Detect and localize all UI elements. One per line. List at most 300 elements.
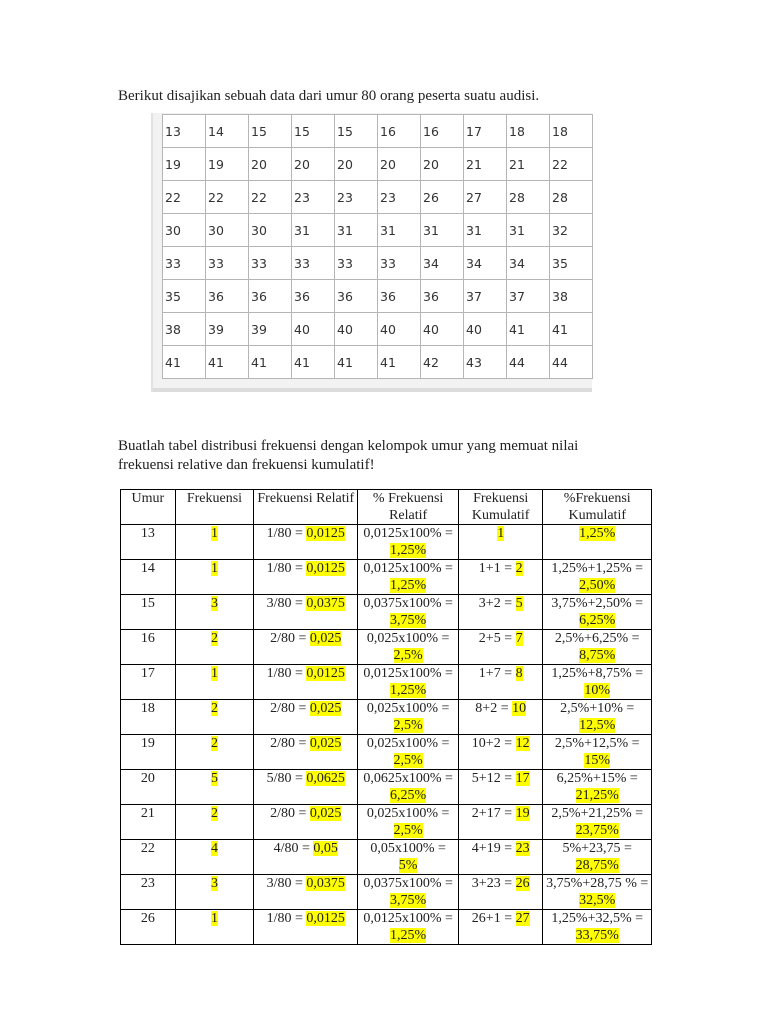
highlighted-value: 32,5% [579, 893, 616, 908]
cell-text: 2+5 = [478, 631, 516, 646]
table-row [121, 665, 652, 700]
age-cell: 21 [464, 148, 507, 181]
age-cell: 39 [206, 313, 249, 346]
table-row [121, 630, 652, 665]
cell-text: 2/80 = [270, 736, 310, 751]
age-cell: 20 [249, 148, 292, 181]
header-frekuensi-relatif: Frekuensi Relatif [254, 490, 358, 525]
umur-cell [121, 525, 176, 560]
cell-text: 22 [140, 841, 155, 856]
highlighted-value: 1 [210, 526, 218, 541]
cell-text: 0,0125x100% = [363, 561, 453, 576]
persen-frekuensi-relatif-cell [358, 595, 459, 630]
highlighted-value: 3,75% [390, 613, 427, 628]
cell-text: 13 [140, 526, 155, 541]
cell-text: 2,5%+21,25% = [551, 806, 644, 821]
age-cell: 15 [292, 115, 335, 148]
table-row [163, 115, 593, 148]
highlighted-value: 5 [515, 596, 523, 611]
frekuensi-kumulatif-cell [458, 665, 543, 700]
frekuensi-cell [175, 770, 254, 805]
highlighted-value: 0,0125 [306, 666, 345, 681]
highlighted-value: 1 [497, 526, 505, 541]
age-cell: 33 [378, 247, 421, 280]
age-cell: 15 [335, 115, 378, 148]
table-row [163, 148, 593, 181]
frekuensi-relatif-cell [254, 910, 358, 945]
age-cell: 32 [550, 214, 593, 247]
persen-frekuensi-kumulatif-cell [543, 805, 652, 840]
task-paragraph: Buatlah tabel distribusi frekuensi dengan kelompok umur yang memuat nilai frekuensi relative dan frekuensi kumulatif! [118, 438, 579, 473]
cell-text: 0,0625x100% = [363, 771, 453, 786]
persen-frekuensi-kumulatif-cell [543, 630, 652, 665]
age-cell: 19 [206, 148, 249, 181]
cell-text: 0,0375x100% = [363, 596, 453, 611]
age-cell: 22 [249, 181, 292, 214]
age-cell: 36 [421, 280, 464, 313]
table-row [121, 840, 652, 875]
age-cell: 40 [378, 313, 421, 346]
highlighted-value: 0,025 [309, 736, 342, 751]
age-cell: 26 [421, 181, 464, 214]
cell-text: 17 [140, 666, 155, 681]
persen-frekuensi-kumulatif-cell [543, 840, 652, 875]
persen-frekuensi-relatif-cell [358, 525, 459, 560]
highlighted-value: 12,5% [579, 718, 616, 733]
age-cell: 18 [507, 115, 550, 148]
cell-text: 2/80 = [270, 701, 310, 716]
cell-text: 0,0125x100% = [363, 911, 453, 926]
age-cell: 41 [249, 346, 292, 379]
table-row [121, 735, 652, 770]
frekuensi-kumulatif-cell [458, 840, 543, 875]
highlighted-value: 10% [584, 683, 611, 698]
table-row [121, 700, 652, 735]
cell-text: 3,75%+28,75 % = [546, 876, 649, 891]
cell-text: 1/80 = [266, 666, 307, 681]
highlighted-value: 1 [210, 561, 218, 576]
age-data-table [162, 114, 593, 379]
cell-text: 5%+23,75 = [562, 841, 632, 856]
highlighted-value: 27 [515, 911, 530, 926]
age-cell: 35 [163, 280, 206, 313]
table-row [163, 247, 593, 280]
age-cell: 20 [378, 148, 421, 181]
age-cell: 16 [421, 115, 464, 148]
age-cell: 37 [464, 280, 507, 313]
highlighted-value: 0,025 [309, 806, 342, 821]
frekuensi-cell [175, 805, 254, 840]
persen-frekuensi-relatif-cell [358, 735, 459, 770]
age-cell: 31 [378, 214, 421, 247]
highlighted-value: 1,25% [390, 578, 427, 593]
umur-cell [121, 630, 176, 665]
age-cell: 34 [421, 247, 464, 280]
age-cell: 38 [550, 280, 593, 313]
age-cell: 15 [249, 115, 292, 148]
frekuensi-kumulatif-cell [458, 805, 543, 840]
table-row [121, 595, 652, 630]
cell-text: 16 [140, 631, 155, 646]
highlighted-value: 3 [210, 596, 218, 611]
age-cell: 36 [335, 280, 378, 313]
age-cell: 35 [550, 247, 593, 280]
cell-text: 0,025x100% = [366, 736, 450, 751]
age-cell: 14 [206, 115, 249, 148]
highlighted-value: 0,05 [313, 841, 338, 856]
highlighted-value: 26 [515, 876, 530, 891]
table-row [163, 181, 593, 214]
age-cell: 22 [206, 181, 249, 214]
frekuensi-cell [175, 525, 254, 560]
highlighted-value: 5% [398, 858, 418, 873]
cell-text: 5/80 = [266, 771, 307, 786]
cell-text: 3,75%+2,50% = [551, 596, 644, 611]
frekuensi-kumulatif-cell [458, 525, 543, 560]
cell-text: 0,0375x100% = [363, 876, 453, 891]
persen-frekuensi-kumulatif-cell [543, 770, 652, 805]
frekuensi-cell [175, 735, 254, 770]
age-cell: 39 [249, 313, 292, 346]
persen-frekuensi-relatif-cell [358, 665, 459, 700]
age-cell: 41 [335, 346, 378, 379]
frekuensi-relatif-cell [254, 735, 358, 770]
highlighted-value: 0,025 [309, 701, 342, 716]
highlighted-value: 6,25% [579, 613, 616, 628]
age-cell: 18 [550, 115, 593, 148]
highlighted-value: 28,75% [575, 858, 619, 873]
cell-text: 23 [140, 876, 155, 891]
umur-cell [121, 735, 176, 770]
highlighted-value: 0,0375 [306, 596, 345, 611]
table-row [121, 910, 652, 945]
age-cell: 33 [292, 247, 335, 280]
age-cell: 23 [378, 181, 421, 214]
age-cell: 17 [464, 115, 507, 148]
age-cell: 22 [550, 148, 593, 181]
table-row [163, 214, 593, 247]
persen-frekuensi-relatif-cell [358, 770, 459, 805]
age-cell: 20 [335, 148, 378, 181]
frekuensi-kumulatif-cell [458, 910, 543, 945]
highlighted-value: 3,75% [390, 893, 427, 908]
cell-text: 4/80 = [273, 841, 314, 856]
age-cell: 40 [421, 313, 464, 346]
age-cell: 31 [335, 214, 378, 247]
table-row [163, 280, 593, 313]
age-cell: 44 [550, 346, 593, 379]
highlighted-value: 12 [515, 736, 530, 751]
frekuensi-cell [175, 700, 254, 735]
persen-frekuensi-relatif-cell [358, 840, 459, 875]
cell-text: 2+17 = [471, 806, 516, 821]
umur-cell [121, 805, 176, 840]
cell-text: 6,25%+15% = [556, 771, 638, 786]
frekuensi-cell [175, 630, 254, 665]
highlighted-value: 2 [210, 701, 218, 716]
umur-cell [121, 910, 176, 945]
age-cell: 33 [163, 247, 206, 280]
age-cell: 13 [163, 115, 206, 148]
cell-text: 5+12 = [471, 771, 516, 786]
cell-text: 15 [140, 596, 155, 611]
persen-frekuensi-kumulatif-cell [543, 735, 652, 770]
cell-text: 4+19 = [471, 841, 516, 856]
frekuensi-cell [175, 560, 254, 595]
highlighted-value: 2 [210, 631, 218, 646]
header-persen-frekuensi-kumulatif: %Frekuensi Kumulatif [543, 490, 652, 525]
frequency-distribution-table [120, 489, 652, 945]
umur-cell [121, 875, 176, 910]
header-umur: Umur [121, 490, 176, 525]
age-cell: 41 [507, 313, 550, 346]
cell-text: 0,025x100% = [366, 806, 450, 821]
highlighted-value: 0,0125 [306, 526, 345, 541]
highlighted-value: 2,50% [579, 578, 616, 593]
age-cell: 40 [335, 313, 378, 346]
age-cell: 31 [292, 214, 335, 247]
cell-text: 2,5%+10% = [560, 701, 635, 716]
cell-text: 1/80 = [266, 526, 307, 541]
highlighted-value: 1,25% [579, 526, 616, 541]
highlighted-value: 15% [584, 753, 611, 768]
cell-text: 0,0125x100% = [363, 526, 453, 541]
age-cell: 27 [464, 181, 507, 214]
persen-frekuensi-relatif-cell [358, 805, 459, 840]
age-cell: 36 [249, 280, 292, 313]
cell-text: 8+2 = [475, 701, 513, 716]
age-cell: 41 [292, 346, 335, 379]
cell-text: 26+1 = [471, 911, 516, 926]
age-cell: 28 [507, 181, 550, 214]
highlighted-value: 2,5% [393, 648, 423, 663]
age-cell: 31 [421, 214, 464, 247]
highlighted-value: 6,25% [390, 788, 427, 803]
age-cell: 36 [378, 280, 421, 313]
persen-frekuensi-kumulatif-cell [543, 700, 652, 735]
age-cell: 34 [507, 247, 550, 280]
age-cell: 22 [163, 181, 206, 214]
age-cell: 41 [378, 346, 421, 379]
age-cell: 36 [206, 280, 249, 313]
table-row [163, 346, 593, 379]
highlighted-value: 3 [210, 876, 218, 891]
age-cell: 28 [550, 181, 593, 214]
header-frekuensi: Frekuensi [175, 490, 254, 525]
age-cell: 37 [507, 280, 550, 313]
header-frekuensi-kumulatif: Frekuensi Kumulatif [458, 490, 543, 525]
highlighted-value: 2 [210, 806, 218, 821]
cell-text: 3+23 = [471, 876, 516, 891]
highlighted-value: 7 [515, 631, 523, 646]
frekuensi-relatif-cell [254, 665, 358, 700]
highlighted-value: 17 [515, 771, 530, 786]
persen-frekuensi-kumulatif-cell [543, 525, 652, 560]
frekuensi-kumulatif-cell [458, 595, 543, 630]
table-row [121, 770, 652, 805]
frekuensi-kumulatif-cell [458, 735, 543, 770]
frekuensi-cell [175, 665, 254, 700]
persen-frekuensi-kumulatif-cell [543, 560, 652, 595]
persen-frekuensi-kumulatif-cell [543, 595, 652, 630]
age-cell: 33 [206, 247, 249, 280]
persen-frekuensi-relatif-cell [358, 700, 459, 735]
highlighted-value: 4 [210, 841, 218, 856]
frekuensi-cell [175, 875, 254, 910]
frekuensi-kumulatif-cell [458, 875, 543, 910]
frekuensi-relatif-cell [254, 700, 358, 735]
cell-text: 19 [140, 736, 155, 751]
highlighted-value: 5 [210, 771, 218, 786]
age-cell: 38 [163, 313, 206, 346]
cell-text: 18 [140, 701, 155, 716]
age-cell: 23 [292, 181, 335, 214]
highlighted-value: 0,025 [309, 631, 342, 646]
cell-text: 21 [140, 806, 155, 821]
age-cell: 36 [292, 280, 335, 313]
cell-text: 3/80 = [266, 596, 307, 611]
highlighted-value: 21,25% [575, 788, 619, 803]
umur-cell [121, 770, 176, 805]
frekuensi-relatif-cell [254, 595, 358, 630]
frekuensi-relatif-cell [254, 770, 358, 805]
cell-text: 20 [140, 771, 155, 786]
highlighted-value: 19 [515, 806, 530, 821]
umur-cell [121, 595, 176, 630]
age-cell: 33 [249, 247, 292, 280]
table-row [163, 313, 593, 346]
persen-frekuensi-relatif-cell [358, 630, 459, 665]
age-cell: 40 [292, 313, 335, 346]
age-cell: 20 [421, 148, 464, 181]
cell-text: 1/80 = [266, 911, 307, 926]
highlighted-value: 2,5% [393, 718, 423, 733]
persen-frekuensi-relatif-cell [358, 910, 459, 945]
highlighted-value: 2,5% [393, 823, 423, 838]
highlighted-value: 2,5% [393, 753, 423, 768]
highlighted-value: 2 [515, 561, 523, 576]
umur-cell [121, 700, 176, 735]
frekuensi-cell [175, 840, 254, 875]
table-row [121, 560, 652, 595]
age-cell: 16 [378, 115, 421, 148]
cell-text: 3/80 = [266, 876, 307, 891]
highlighted-value: 2 [210, 736, 218, 751]
cell-text: 0,025x100% = [366, 701, 450, 716]
age-cell: 30 [206, 214, 249, 247]
cell-text: 1+7 = [478, 666, 516, 681]
age-cell: 20 [292, 148, 335, 181]
highlighted-value: 8 [515, 666, 523, 681]
table-row [121, 805, 652, 840]
frekuensi-relatif-cell [254, 560, 358, 595]
umur-cell [121, 665, 176, 700]
age-cell: 30 [249, 214, 292, 247]
highlighted-value: 1,25% [390, 928, 427, 943]
cell-text: 26 [140, 911, 155, 926]
frekuensi-kumulatif-cell [458, 770, 543, 805]
table-row [121, 525, 652, 560]
highlighted-value: 0,0375 [306, 876, 345, 891]
frekuensi-kumulatif-cell [458, 560, 543, 595]
highlighted-value: 23,75% [575, 823, 619, 838]
age-cell: 30 [163, 214, 206, 247]
highlighted-value: 1 [210, 666, 218, 681]
age-cell: 41 [550, 313, 593, 346]
frekuensi-kumulatif-cell [458, 700, 543, 735]
cell-text: 1,25%+1,25% = [551, 561, 644, 576]
cell-text: 2/80 = [270, 631, 310, 646]
highlighted-value: 33,75% [575, 928, 619, 943]
cell-text: 0,05x100% = [370, 841, 446, 856]
table-row [121, 875, 652, 910]
age-cell: 43 [464, 346, 507, 379]
persen-frekuensi-relatif-cell [358, 560, 459, 595]
cell-text: 2/80 = [270, 806, 310, 821]
highlighted-value: 1,25% [390, 683, 427, 698]
age-cell: 31 [507, 214, 550, 247]
age-cell: 34 [464, 247, 507, 280]
persen-frekuensi-kumulatif-cell [543, 910, 652, 945]
age-cell: 44 [507, 346, 550, 379]
highlighted-value: 8,75% [579, 648, 616, 663]
age-cell: 41 [163, 346, 206, 379]
cell-text: 0,025x100% = [366, 631, 450, 646]
highlighted-value: 1 [210, 911, 218, 926]
persen-frekuensi-relatif-cell [358, 875, 459, 910]
table-header-row [121, 490, 652, 525]
age-cell: 19 [163, 148, 206, 181]
age-cell: 23 [335, 181, 378, 214]
cell-text: 1/80 = [266, 561, 307, 576]
persen-frekuensi-kumulatif-cell [543, 875, 652, 910]
age-cell: 41 [206, 346, 249, 379]
intro-paragraph: Berikut disajikan sebuah data dari umur 80 orang peserta suatu audisi. [118, 88, 540, 104]
highlighted-value: 0,0625 [306, 771, 345, 786]
highlighted-value: 1,25% [390, 543, 427, 558]
frekuensi-cell [175, 910, 254, 945]
frekuensi-relatif-cell [254, 875, 358, 910]
cell-text: 1,25%+32,5% = [551, 911, 644, 926]
persen-frekuensi-kumulatif-cell [543, 665, 652, 700]
frekuensi-relatif-cell [254, 805, 358, 840]
cell-text: 10+2 = [471, 736, 516, 751]
highlighted-value: 10 [512, 701, 527, 716]
frekuensi-relatif-cell [254, 840, 358, 875]
umur-cell [121, 840, 176, 875]
frekuensi-kumulatif-cell [458, 630, 543, 665]
highlighted-value: 23 [515, 841, 530, 856]
cell-text: 0,0125x100% = [363, 666, 453, 681]
age-cell: 21 [507, 148, 550, 181]
age-cell: 40 [464, 313, 507, 346]
highlighted-value: 0,0125 [306, 911, 345, 926]
frekuensi-cell [175, 595, 254, 630]
cell-text: 1,25%+8,75% = [551, 666, 644, 681]
cell-text: 14 [140, 561, 155, 576]
highlighted-value: 0,0125 [306, 561, 345, 576]
frekuensi-relatif-cell [254, 525, 358, 560]
cell-text: 1+1 = [478, 561, 516, 576]
header-persen-frekuensi-relatif: % Frekuensi Relatif [358, 490, 459, 525]
age-cell: 42 [421, 346, 464, 379]
cell-text: 2,5%+6,25% = [554, 631, 640, 646]
age-cell: 31 [464, 214, 507, 247]
frekuensi-relatif-cell [254, 630, 358, 665]
cell-text: 3+2 = [478, 596, 516, 611]
age-cell: 33 [335, 247, 378, 280]
umur-cell [121, 560, 176, 595]
